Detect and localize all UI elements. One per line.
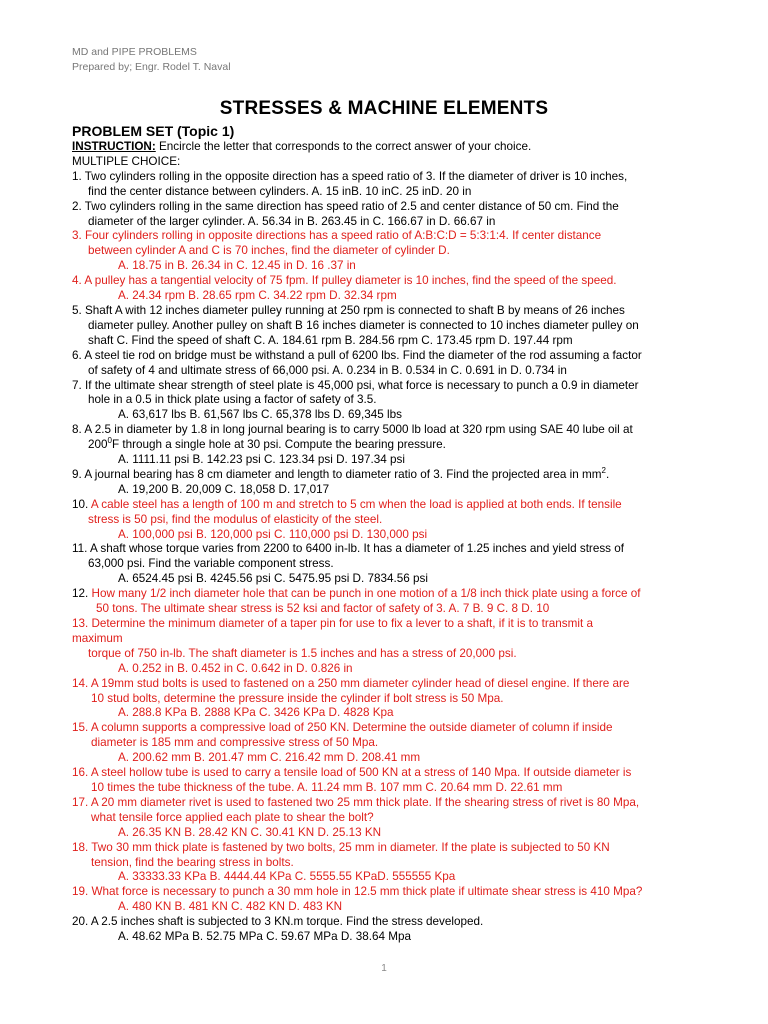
problem-text: 16. A steel hollow tube is used to carry a tensile load of 500 KN at a stress of 140 Mpa. If outside diameter is [72, 766, 632, 780]
problem-text: stress is 50 psi, find the modulus of elasticity of the steel. [88, 512, 383, 526]
problem-text: 15. A column supports a compressive load of 250 KN. Determine the outside diameter of column if inside [72, 721, 613, 735]
problem-9 [72, 468, 712, 498]
problem-text: 5. Shaft A with 12 inches diameter pulley running at 250 rpm is connected to shaft B by means of 26 inches [72, 303, 625, 317]
answer-choices: A. 26.35 KN B. 28.42 KN C. 30.41 KN D. 25.13 KN [118, 825, 382, 839]
problem-text [72, 587, 712, 602]
problem-13 [72, 617, 712, 677]
problem-text: 8. A 2.5 in diameter by 1.8 in long journal bearing is to carry 5000 lb load at 320 rpm using SAE 40 lube oil at [72, 423, 633, 437]
problem-text: tension, find the bearing stress in bolts. [91, 855, 294, 869]
problem-text: 17. A 20 mm diameter rivet is used to fastened two 25 mm thick plate. If the shearing stress of rivet is 80 Mpa, [72, 795, 640, 809]
multiple-choice-label: MULTIPLE CHOICE: [72, 154, 181, 168]
problem-5 [72, 304, 712, 349]
problem-text: 7. If the ultimate shear strength of steel plate is 45,000 psi, what force is necessary to punch a 0.9 in diameter [72, 378, 639, 392]
problem-text: 19. What force is necessary to punch a 30 mm hole in 12.5 mm thick plate if ultimate shear stress is 410 Mpa? [72, 885, 643, 899]
problem-text-main: 9. A journal bearing has 8 cm diameter and length to diameter ratio of 3. Find the projected area in mm [72, 467, 602, 481]
problem-text-main: A cable steel has a length of 100 m and stretch to 5 cm when the load is applied at both ends. If tensile [90, 497, 622, 511]
answer-choices: A. 33333.33 KPa B. 4444.44 KPa C. 5555.55 KPaD. 555555 Kpa [118, 870, 456, 884]
problem-text: diameter of the larger cylinder. A. 56.34 in B. 263.45 in C. 166.67 in D. 66.67 in [88, 214, 496, 228]
answer-choices: A. 480 KN B. 481 KN C. 482 KN D. 483 KN [118, 900, 343, 914]
problem-15 [72, 721, 712, 766]
problem-11 [72, 542, 712, 587]
answer-choices: A. 24.34 rpm B. 28.65 rpm C. 34.22 rpm D. 32.34 rpm [118, 289, 397, 303]
answer-choices: A. 288.8 KPa B. 2888 KPa C. 3426 KPa D. 4828 Kpa [118, 706, 394, 720]
problem-19 [72, 885, 712, 915]
answer-choices: A. 100,000 psi B. 120,000 psi C. 110,000 psi D. 130,000 psi [118, 527, 428, 541]
problem-4 [72, 274, 712, 304]
problem-text: 10 stud bolts, determine the pressure inside the cylinder if bolt stress is 50 Mpa. [91, 691, 504, 705]
problem-text: diameter is 185 mm and compressive stress of 50 Mpa. [91, 736, 379, 750]
problem-text: torque of 750 in-lb. The shaft diameter is 1.5 inches and has a stress of 20,000 psi. [88, 646, 517, 660]
problem-text: maximum [72, 631, 123, 645]
problem-7 [72, 379, 712, 424]
problem-number: 12. [72, 587, 92, 601]
square-sup: 2 [601, 466, 606, 476]
problem-number: 10. [72, 497, 91, 511]
problem-1 [72, 170, 712, 200]
problem-text: of safety of 4 and ultimate stress of 66,000 psi. A. 0.234 in B. 0.534 in C. 0.691 in D. 0.734 in [88, 363, 567, 377]
instruction-label: INSTRUCTION: [72, 140, 156, 153]
problem-6 [72, 349, 712, 379]
problem-text: 1. Two cylinders rolling in the opposite direction has a speed ratio of 3. If the diameter of driver is 10 inches, [72, 169, 628, 183]
problem-17 [72, 796, 712, 841]
problem-2 [72, 200, 712, 230]
problem-text: 20. A 2.5 inches shaft is subjected to 3 KN.m torque. Find the stress developed. [72, 915, 484, 929]
answer-choices: A. 48.62 MPa B. 52.75 MPa C. 59.67 MPa D. 38.64 Mpa [118, 930, 411, 944]
instruction-text: Encircle the letter that corresponds to the correct answer of your choice. [155, 140, 532, 153]
problem-text: 18. Two 30 mm thick plate is fastened by two bolts, 25 mm in diameter. If the plate is subjected to 50 KN [72, 840, 610, 854]
problem-20 [72, 915, 712, 945]
answer-choices: A. 19,200 B. 20,009 C. 18,058 D. 17,017 [118, 482, 330, 496]
problem-text: 11. A shaft whose torque varies from 2200 to 6400 in-lb. It has a diameter of 1.25 inches and yield stress of [72, 542, 625, 556]
problem-text: 14. A 19mm stud bolts is used to fastened on a 250 mm diameter cylinder head of diesel engine. If there are [72, 676, 630, 690]
problem-18 [72, 841, 712, 886]
problem-text: shaft C. Find the speed of shaft C. A. 184.61 rpm B. 284.56 rpm C. 173.45 rpm D. 197.44 rpm [88, 333, 573, 347]
problem-text [72, 498, 712, 513]
problem-text: 6. A steel tie rod on bridge must be withstand a pull of 6200 lbs. Find the diameter of the rod assuming a factor [72, 348, 642, 362]
problem-text: 63,000 psi. Find the variable component stress. [88, 557, 334, 571]
problem-text [72, 468, 712, 483]
answer-choices: A. 200.62 mm B. 201.47 mm C. 216.42 mm D. 208.41 mm [118, 751, 421, 765]
problem-text-rest: F through a single hole at 30 psi. Compute the bearing pressure. [111, 438, 446, 452]
problem-text: what tensile force applied each plate to shear the bolt? [91, 810, 374, 824]
answer-choices: A. 6524.45 psi B. 4245.56 psi C. 5475.95 psi D. 7834.56 psi [118, 572, 428, 586]
answer-choices: A. 1111.11 psi B. 142.23 psi C. 123.34 psi D. 197.34 psi [118, 453, 405, 467]
problem-text: 13. Determine the minimum diameter of a taper pin for use to fix a lever to a shaft, if it is to transmit a [72, 617, 593, 630]
problem-list [72, 140, 712, 945]
answer-choices: A. 63,617 lbs B. 61,567 lbs C. 65,378 lbs D. 69,345 lbs [118, 408, 402, 422]
problem-10 [72, 498, 712, 543]
problem-16 [72, 766, 712, 796]
page-number: 1 [381, 963, 387, 974]
problem-12 [72, 587, 712, 617]
problem-text: 2. Two cylinders rolling in the same direction has speed ratio of 2.5 and center distance of 50 cm. Find the [72, 199, 619, 213]
problem-8 [72, 423, 712, 468]
problem-text: 10 times the tube thickness of the tube. A. 11.24 mm B. 107 mm C. 20.64 mm D. 22.61 mm [91, 780, 563, 794]
problem-text: find the center distance between cylinders. A. 15 inB. 10 inC. 25 inD. 20 in [88, 184, 472, 198]
degree-sup: 0 [107, 436, 112, 446]
instruction-line [72, 140, 712, 155]
answer-choices: A. 0.252 in B. 0.452 in C. 0.642 in D. 0.826 in [118, 661, 353, 675]
problem-text-main: How many 1/2 inch diameter hole that can be punch in one motion of a 1/8 inch thick plate using a force of [91, 587, 641, 601]
problem-text: hole in a 0.5 in thick plate using a factor of safety of 3.5. [88, 393, 377, 407]
temperature-value: 200 [88, 438, 108, 452]
problem-text: diameter pulley. Another pulley on shaft B 16 inches diameter is connected to 10 inches diameter pulley on [88, 318, 639, 332]
doc-header-line2: Prepared by; Engr. Rodel T. Naval [72, 61, 231, 73]
problem-text: 3. Four cylinders rolling in opposite directions has a speed ratio of A:B:C:D = 5:3:1:4. If center distance [72, 229, 602, 243]
problem-14 [72, 677, 712, 722]
period: . [605, 467, 610, 481]
problem-text: 50 tons. The ultimate shear stress is 52 ksi and factor of safety of 3. A. 7 B. 9 C. 8 D. 10 [96, 602, 550, 616]
doc-header-line1: MD and PIPE PROBLEMS [72, 46, 197, 58]
page-title: STRESSES & MACHINE ELEMENTS [219, 98, 549, 119]
problem-text: between cylinder A and C is 70 inches, find the diameter of cylinder D. [88, 244, 450, 258]
problem-3 [72, 229, 712, 274]
answer-choices: A. 18.75 in B. 26.34 in C. 12.45 in D. 16 .37 in [118, 259, 356, 273]
problem-set-heading: PROBLEM SET (Topic 1) [72, 123, 235, 139]
problem-text: 4. A pulley has a tangential velocity of 75 fpm. If pulley diameter is 10 inches, find the speed of the speed. [72, 274, 617, 288]
problem-text [72, 438, 712, 453]
